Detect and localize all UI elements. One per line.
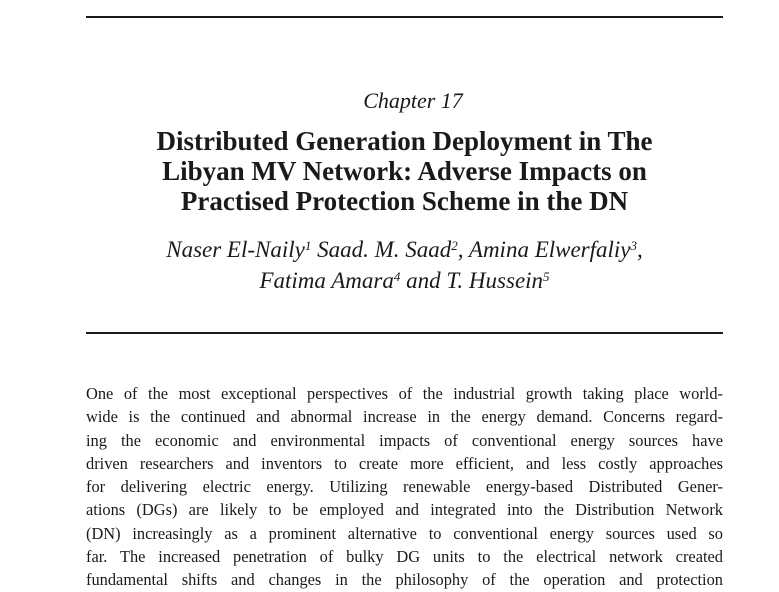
abstract-line: for delivering electric energy. Utilizing renewable energy-based Distributed Gener- [86, 477, 723, 497]
author-separator: and [400, 268, 447, 293]
author-separator: , [457, 237, 469, 262]
abstract-line: driven researchers and inventors to create more efficient, and less costly approaches [86, 453, 723, 473]
chapter-title [86, 126, 723, 216]
abstract-line: (DN) increasingly as a prominent alternative to conventional energy sources used so [86, 523, 723, 543]
abstract-line: fundamental shifts and changes in the philosophy of the operation and protection [86, 570, 723, 590]
title-line: Practised Protection Scheme in the DN [180, 186, 629, 216]
top-rule [86, 16, 723, 18]
author-separator: , [637, 237, 643, 262]
author-list [86, 234, 723, 296]
author-line [86, 234, 723, 265]
affiliation-marker: 3 [630, 238, 638, 253]
abstract-line: One of the most exceptional perspectives of the industrial growth taking place world- [86, 384, 723, 403]
author-name: Amina Elwerfaliy [468, 237, 631, 262]
affiliation-marker: 1 [304, 238, 312, 253]
bottom-rule [86, 332, 723, 334]
author-name: Naser El-Naily [166, 237, 305, 262]
abstract-line: far. The increased penetration of bulky DG units to the electrical network created [86, 547, 723, 567]
author-name: T. Hussein [446, 268, 544, 293]
affiliation-marker: 4 [393, 269, 401, 284]
title-line: Distributed Generation Deployment in The [156, 126, 653, 156]
author-line [86, 265, 723, 296]
abstract-paragraph [86, 382, 723, 592]
abstract-line: ing the economic and environmental impacts of conventional energy sources have [86, 430, 723, 450]
chapter-label: Chapter 17 [363, 88, 463, 113]
author-name: Saad. M. Saad [317, 237, 452, 262]
abstract-line: ations (DGs) are likely to be employed and integrated into the Distribution Network [86, 500, 723, 520]
title-line: Libyan MV Network: Adverse Impacts on [162, 156, 647, 186]
author-name: Fatima Amara [259, 268, 394, 293]
abstract-line: wide is the continued and abnormal increase in the energy demand. Concerns regard- [86, 407, 723, 427]
affiliation-marker: 2 [451, 238, 458, 253]
affiliation-marker: 5 [543, 269, 550, 284]
